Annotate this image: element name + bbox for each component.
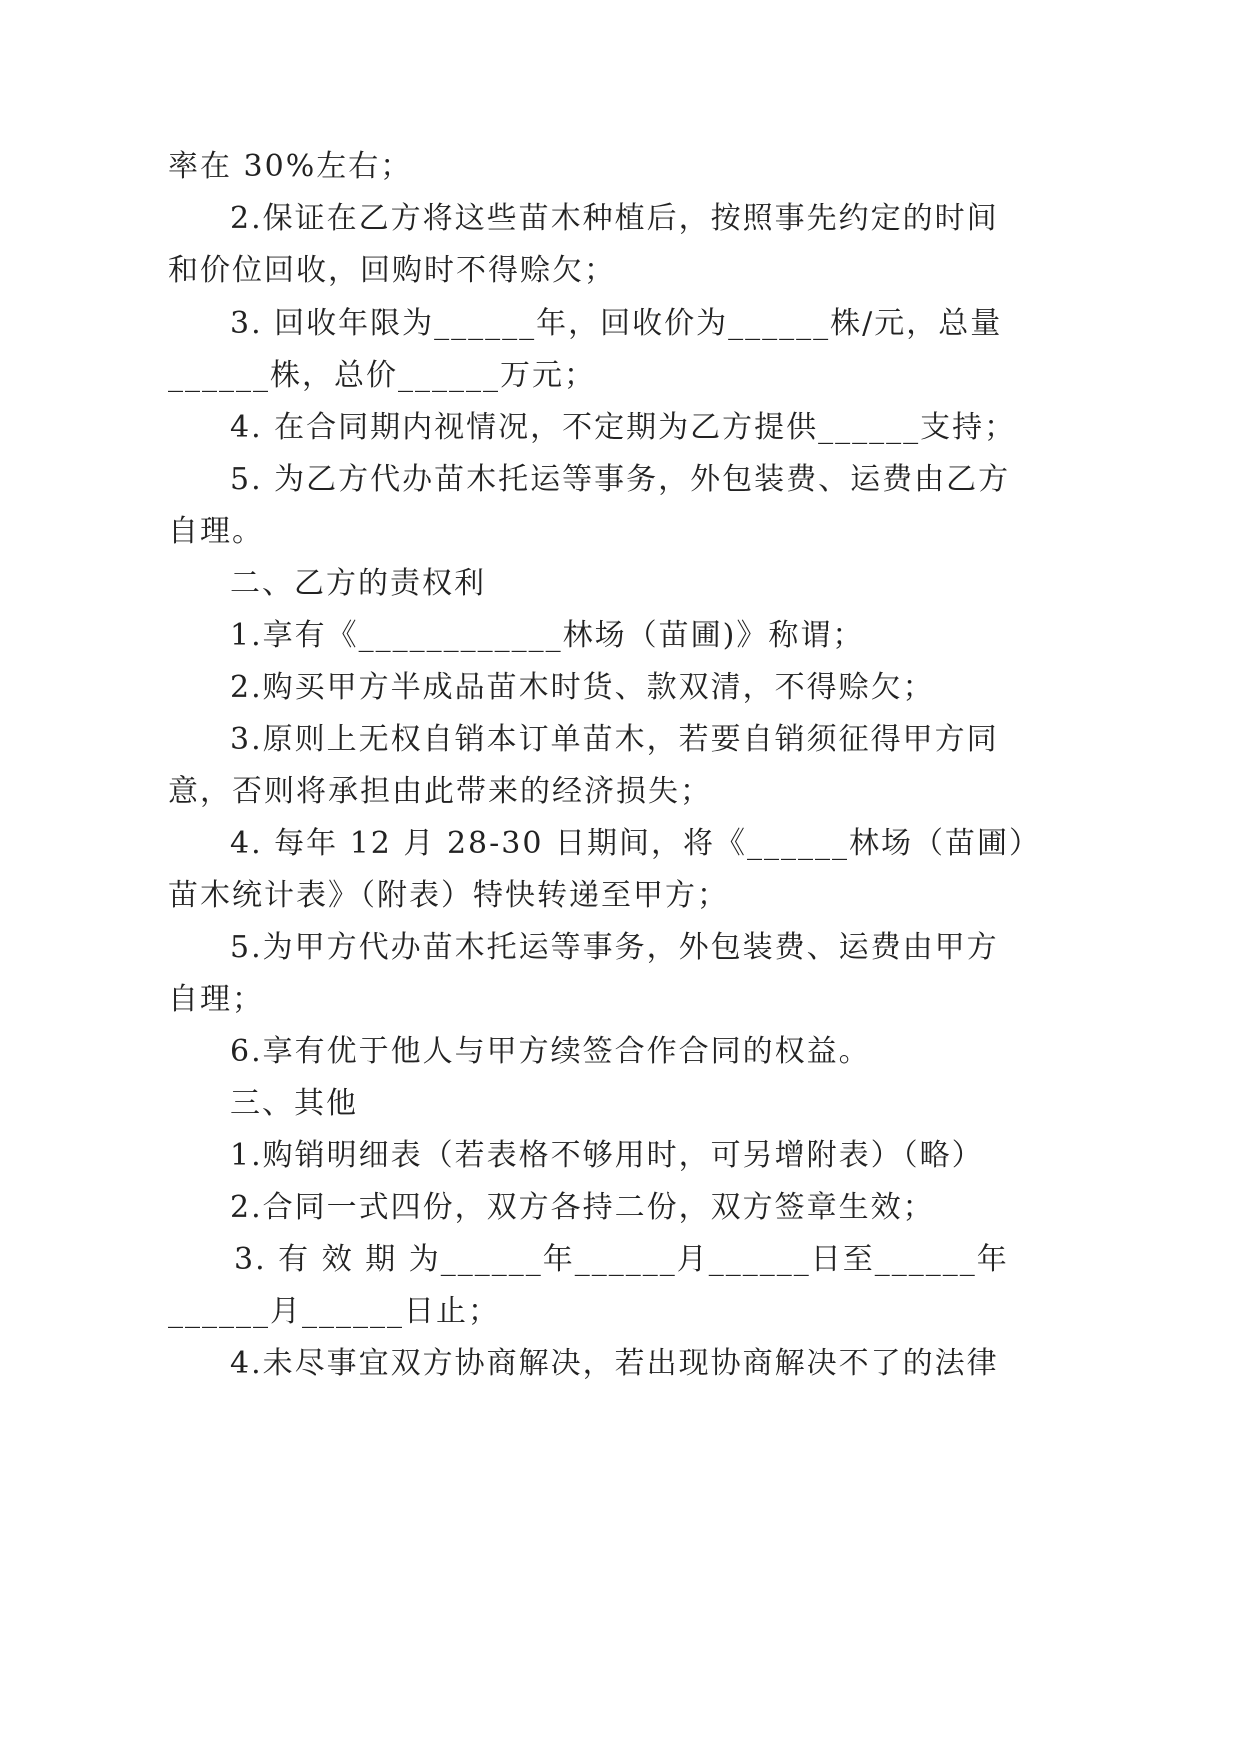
text-line-11: 2.购买甲方半成品苗木时货、款双清，不得赊欠；	[230, 670, 935, 705]
text-line-12: 3.原则上无权自销本订单苗木，若要自销须征得甲方同	[230, 722, 999, 757]
text-line-22: 3. 有 效 期 为______年______月______日至______年	[234, 1242, 1009, 1277]
text-line-14: 4. 每年 12 月 28-30 日期间，将《______林场（苗圃）	[230, 826, 1041, 861]
text-line-20: 1.购销明细表（若表格不够用时，可另增附表）（略）	[230, 1138, 984, 1173]
text-line-3: 和价位回收，回购时不得赊欠；	[168, 253, 616, 288]
text-line-23: ______月______日止；	[168, 1294, 500, 1329]
text-line-18: 6.享有优于他人与甲方续签合作合同的权益。	[230, 1034, 871, 1069]
section-heading-2: 二、乙方的责权利	[230, 566, 486, 601]
text-line-5: ______株，总价______万元；	[168, 358, 596, 393]
text-line-24: 4.未尽事宜双方协商解决，若出现协商解决不了的法律	[230, 1346, 999, 1381]
text-line-17: 自理；	[168, 982, 264, 1017]
section-heading-3: 三、其他	[230, 1086, 358, 1121]
text-line-21: 2.合同一式四份，双方各持二份，双方签章生效；	[230, 1190, 935, 1225]
text-line-16: 5.为甲方代办苗木托运等事务，外包装费、运费由甲方	[230, 930, 999, 965]
text-line-4: 3. 回收年限为______年，回收价为______株/元，总量	[230, 306, 1003, 341]
text-line-7: 5. 为乙方代办苗木托运等事务，外包装费、运费由乙方	[230, 462, 1011, 497]
text-line-1: 率在 30%左右；	[168, 149, 413, 184]
text-line-2: 2.保证在乙方将这些苗木种植后，按照事先约定的时间	[230, 201, 999, 236]
text-line-15: 苗木统计表》（附表）特快转递至甲方；	[168, 878, 729, 913]
text-line-6: 4. 在合同期内视情况，不定期为乙方提供______支持；	[230, 410, 1017, 445]
text-line-13: 意，否则将承担由此带来的经济损失；	[168, 774, 712, 809]
text-line-10: 1.享有《____________林场（苗圃)》称谓；	[230, 618, 865, 653]
text-line-8: 自理。	[168, 514, 264, 549]
